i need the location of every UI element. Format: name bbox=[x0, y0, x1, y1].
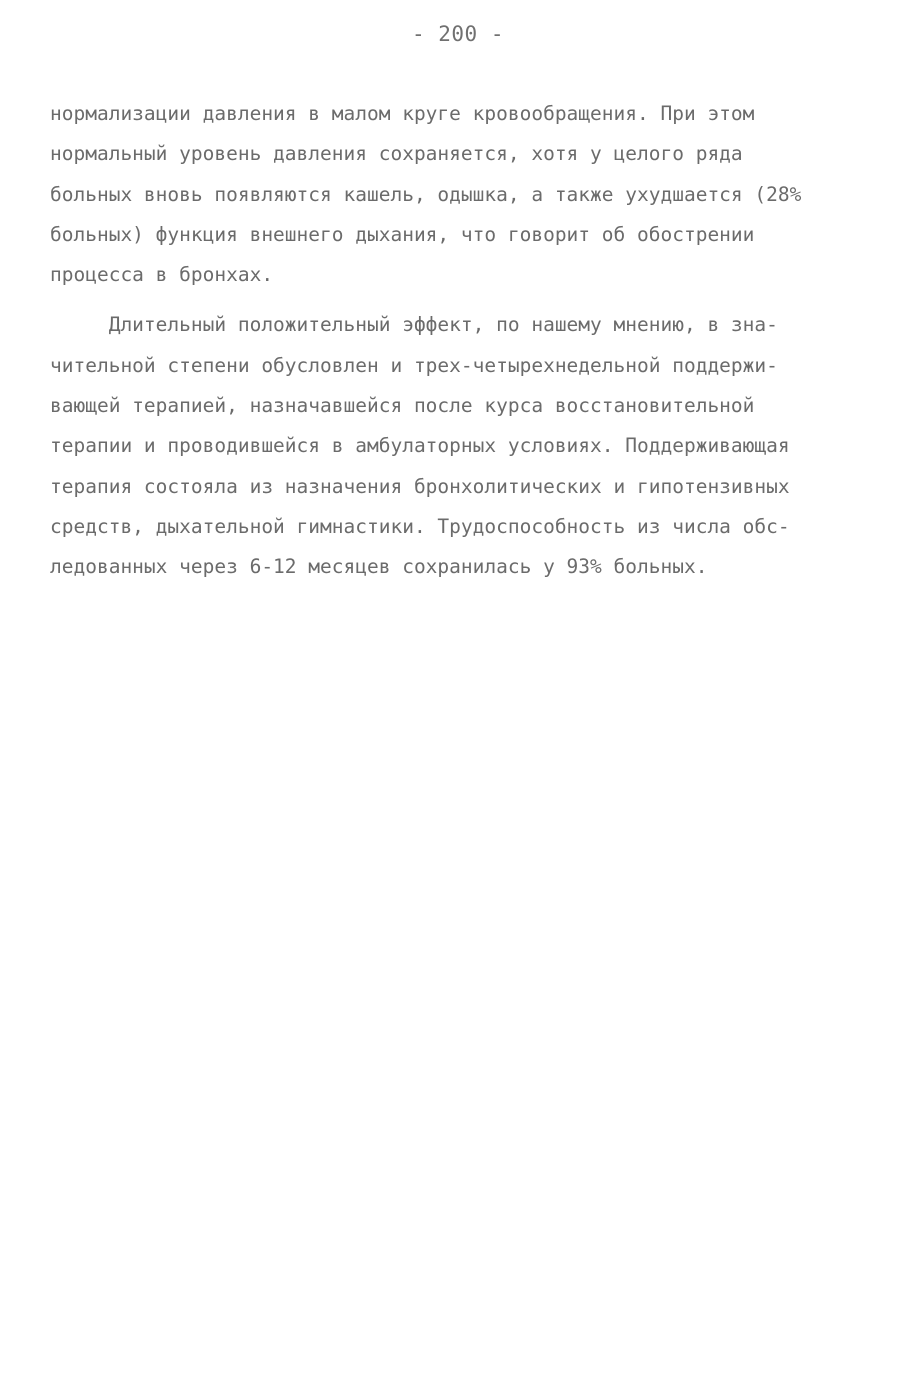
text-line: Длительный положительный эффект, по нашему мнению, в зна- bbox=[50, 313, 778, 337]
body-text bbox=[50, 94, 876, 588]
page-number: - 200 - bbox=[411, 22, 504, 46]
text-line: чительной степени обусловлен и трех-четырехнедельной поддержи- bbox=[50, 353, 778, 377]
text-line: терапии и проводившейся в амбулаторных условиях. Поддерживающая bbox=[50, 434, 790, 458]
text-line: больных) функция внешнего дыхания, что говорит об обострении bbox=[50, 222, 755, 246]
text-line: больных вновь появляются кашель, одышка, а также ухудшается (28% bbox=[50, 182, 802, 206]
text-line: нормальный уровень давления сохраняется, хотя у целого ряда bbox=[50, 142, 743, 166]
text-line: ледованных через 6-12 месяцев сохранилась у 93% больных. bbox=[50, 555, 708, 579]
paragraph-2 bbox=[50, 305, 876, 587]
paragraph-1 bbox=[50, 94, 876, 295]
text-line: вающей терапией, назначавшейся после курса восстановительной bbox=[50, 394, 755, 418]
text-line: нормализации давления в малом круге кровообращения. При этом bbox=[50, 102, 755, 125]
text-line: процесса в бронхах. bbox=[50, 263, 274, 287]
text-line: терапия состояла из назначения бронхолитических и гипотензивных bbox=[50, 474, 790, 498]
paragraph-spacer bbox=[50, 295, 876, 305]
text-line: средств, дыхательной гимнастики. Трудоспособность из числа обс- bbox=[50, 514, 790, 538]
